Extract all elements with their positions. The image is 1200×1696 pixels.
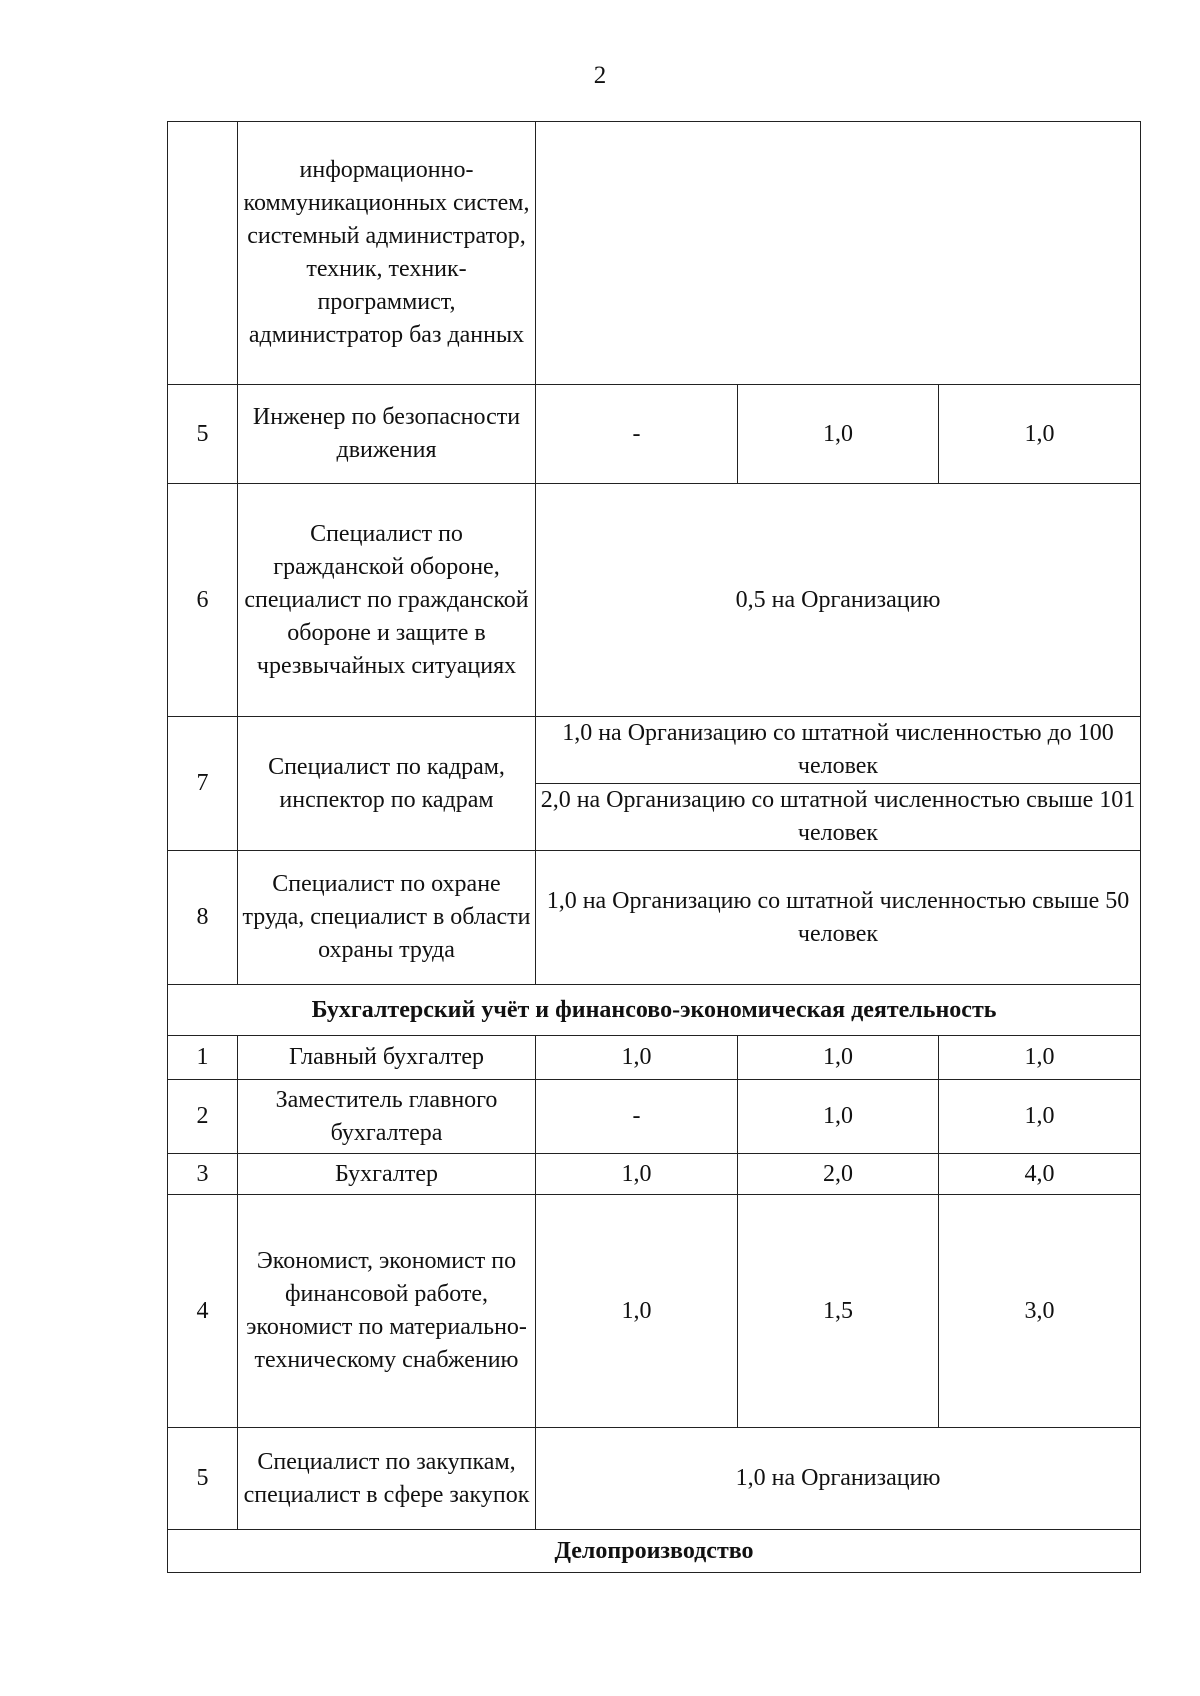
value-cell: 1,0: [939, 1080, 1141, 1154]
row-number-cell: 6: [168, 484, 238, 717]
table-row: [168, 1080, 1141, 1154]
value-cell: 1,0: [738, 385, 939, 484]
staffing-table: [167, 121, 1141, 1573]
value-cell: 1,0 на Организацию со штатной численностью свыше 50 человек: [536, 851, 1141, 985]
table-row: [168, 122, 1141, 385]
table-row: [168, 851, 1141, 985]
row-number-cell: 5: [168, 385, 238, 484]
value-cell: 1,0: [738, 1080, 939, 1154]
value-cell: 1,0: [536, 1195, 738, 1428]
position-cell: Главный бухгалтер: [238, 1036, 536, 1080]
section-heading-row: [168, 1530, 1141, 1573]
row-number-cell: 4: [168, 1195, 238, 1428]
position-cell: Специалист по охране труда, специалист в области охраны труда: [238, 851, 536, 985]
value-cell: 1,0: [738, 1036, 939, 1080]
value-cell: -: [536, 385, 738, 484]
table-row: [168, 717, 1141, 784]
position-cell: Инженер по безопасности движения: [238, 385, 536, 484]
value-cell: 1,0: [939, 385, 1141, 484]
row-number-cell: 1: [168, 1036, 238, 1080]
position-cell: Специалист по закупкам, специалист в сфере закупок: [238, 1428, 536, 1530]
value-cell: 2,0 на Организацию со штатной численностью свыше 101 человек: [536, 784, 1141, 851]
row-number-cell: 3: [168, 1154, 238, 1195]
value-cell: 1,0: [939, 1036, 1141, 1080]
section-heading-row: [168, 985, 1141, 1036]
table-row: [168, 1036, 1141, 1080]
table-row: [168, 484, 1141, 717]
value-cell: 2,0: [738, 1154, 939, 1195]
value-cell: 1,0: [536, 1154, 738, 1195]
value-cell: [536, 122, 1141, 385]
position-cell: Экономист, экономист по финансовой работе, экономист по материально-техническому снабжению: [238, 1195, 536, 1428]
value-cell: 4,0: [939, 1154, 1141, 1195]
section-heading: Делопроизводство: [168, 1530, 1141, 1573]
row-number-cell: 5: [168, 1428, 238, 1530]
table-row: [168, 385, 1141, 484]
value-cell: 1,0: [536, 1036, 738, 1080]
table-row: [168, 1154, 1141, 1195]
value-cell: 0,5 на Организацию: [536, 484, 1141, 717]
row-number-cell: 2: [168, 1080, 238, 1154]
page-number: 2: [593, 62, 607, 89]
position-cell: информационно-коммуникационных систем, системный администратор, техник, техник-программист, администратор баз данных: [238, 122, 536, 385]
position-cell: Бухгалтер: [238, 1154, 536, 1195]
value-cell: 1,0 на Организацию: [536, 1428, 1141, 1530]
row-number-cell: [168, 122, 238, 385]
section-heading: Бухгалтерский учёт и финансово-экономическая деятельность: [168, 985, 1141, 1036]
value-cell: 1,0 на Организацию со штатной численностью до 100 человек: [536, 717, 1141, 784]
value-cell: 3,0: [939, 1195, 1141, 1428]
table-row: [168, 1428, 1141, 1530]
position-cell: Заместитель главного бухгалтера: [238, 1080, 536, 1154]
table-row: [168, 1195, 1141, 1428]
row-number-cell: 8: [168, 851, 238, 985]
row-number-cell: 7: [168, 717, 238, 851]
position-cell: Специалист по гражданской обороне, специалист по гражданской обороне и защите в чрезвычайных ситуациях: [238, 484, 536, 717]
value-cell: 1,5: [738, 1195, 939, 1428]
value-cell: -: [536, 1080, 738, 1154]
position-cell: Специалист по кадрам, инспектор по кадрам: [238, 717, 536, 851]
